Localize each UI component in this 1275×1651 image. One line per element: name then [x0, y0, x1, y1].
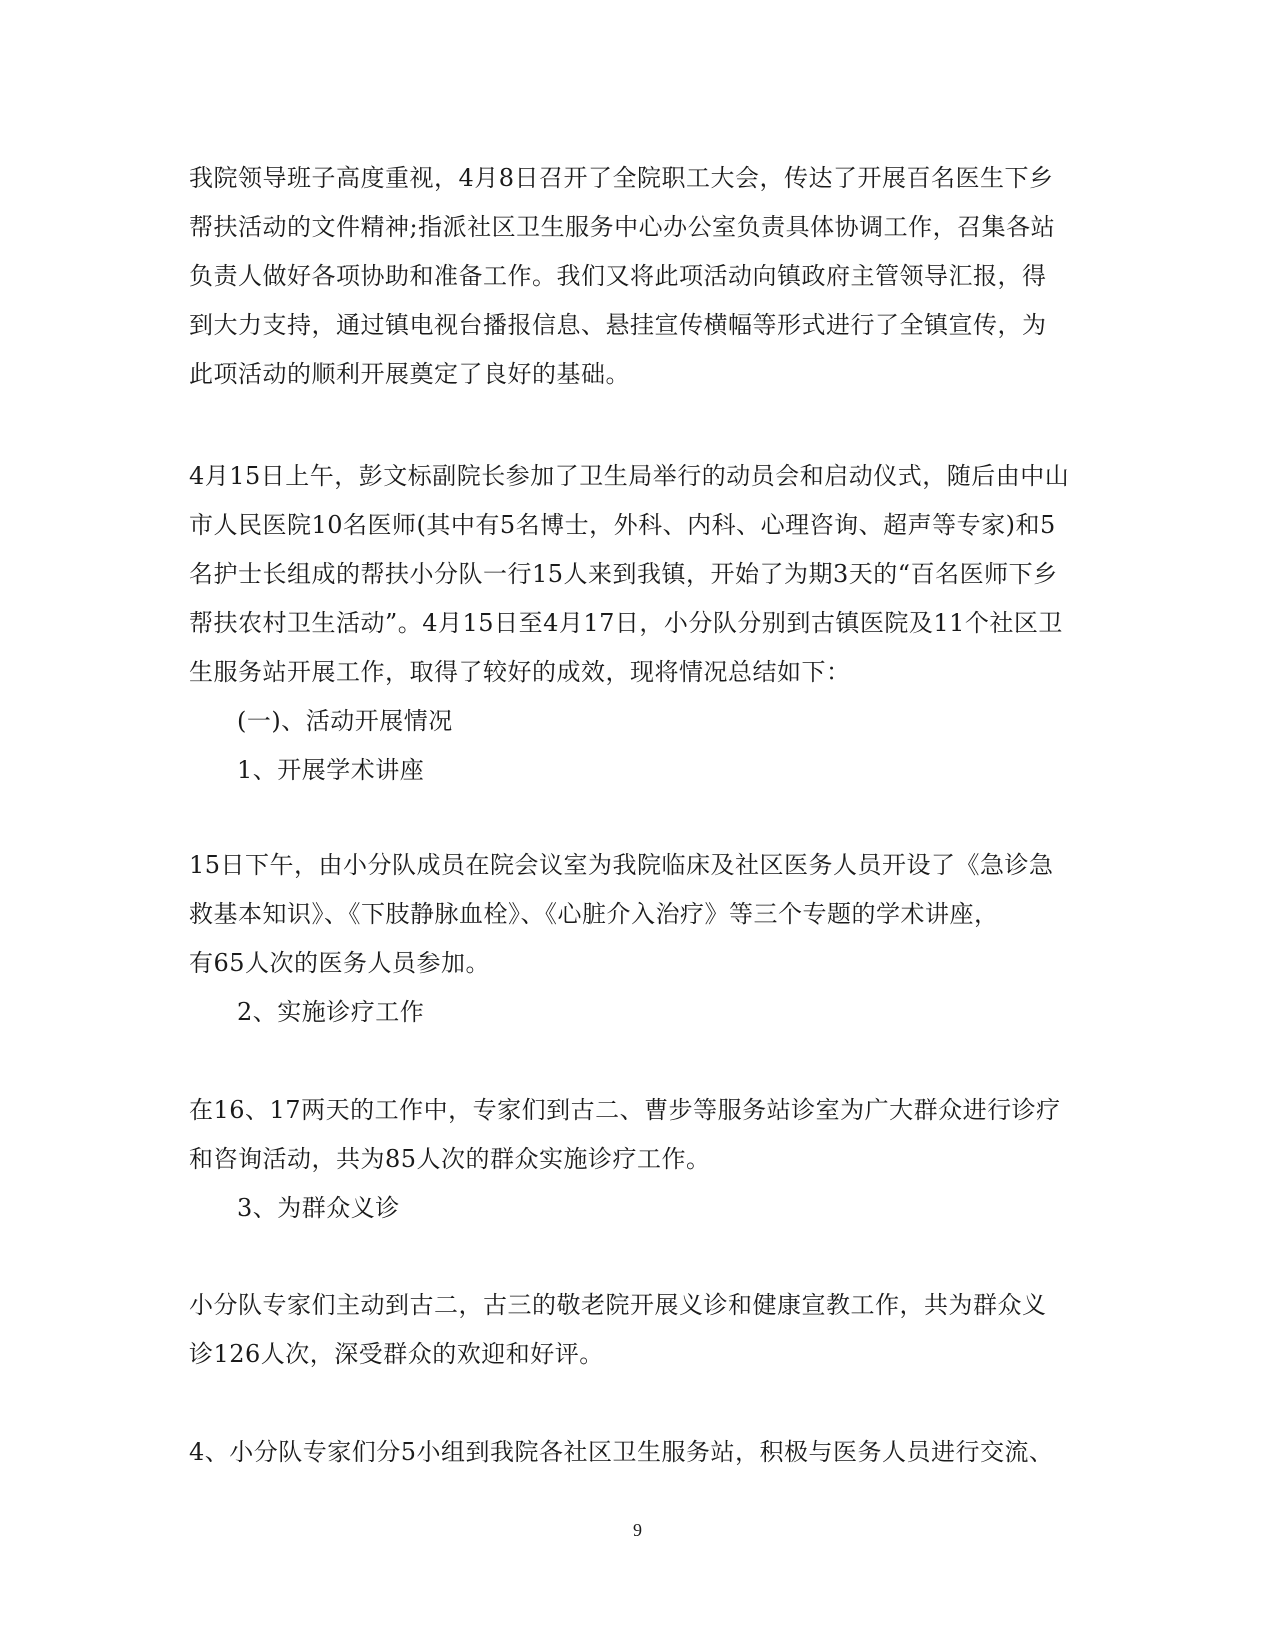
text-line: 4月15日上午，彭文标副院长参加了卫生局举行的动员会和启动仪式，随后由中山 [189, 462, 1070, 490]
paragraph-free-clinic [189, 1281, 1069, 1379]
page-number: 9 [633, 1520, 642, 1540]
text-line: 生服务站开展工作，取得了较好的成效，现将情况总结如下： [189, 658, 851, 686]
paragraph-leadership-meeting [189, 154, 1069, 399]
subsection-heading: 2、实施诊疗工作 [237, 998, 425, 1026]
text-line: 市人民医院10名医师(其中有5名博士，外科、内科、心理咨询、超声等专家)和5 [189, 511, 1056, 539]
subsection-heading: 1、开展学术讲座 [237, 756, 425, 784]
text-line: 15日下午，由小分队成员在院会议室为我院临床及社区医务人员开设了《急诊急 [189, 851, 1054, 879]
text-line: 诊126人次，深受群众的欢迎和好评。 [189, 1340, 604, 1368]
text-line: 名护士长组成的帮扶小分队一行15人来到我镇，开始了为期3天的“百名医师下乡 [189, 560, 1058, 588]
text-line: 帮扶活动的文件精神;指派社区卫生服务中心办公室负责具体协调工作，召集各站 [189, 213, 1056, 241]
paragraph-lectures [189, 841, 1069, 1037]
paragraph-treatment [189, 1086, 1069, 1233]
text-line: 在16、17两天的工作中，专家们到古二、曹步等服务站诊室为广大群众进行诊疗 [189, 1096, 1061, 1124]
section-heading: (一)、活动开展情况 [237, 707, 453, 735]
paragraph-launch-event [189, 452, 1069, 795]
text-line: 帮扶农村卫生活动”。4月15日至4月17日，小分队分别到古镇医院及11个社区卫 [189, 609, 1063, 637]
text-line: 和咨询活动，共为85人次的群众实施诊疗工作。 [189, 1145, 711, 1173]
text-line: 小分队专家们主动到古二，古三的敬老院开展义诊和健康宣教工作，共为群众义 [189, 1291, 1047, 1319]
text-line: 我院领导班子高度重视，4月8日召开了全院职工大会，传达了开展百名医生下乡 [189, 164, 1054, 192]
text-line: 此项活动的顺利开展奠定了良好的基础。 [189, 360, 630, 388]
paragraph-exchange [189, 1428, 1069, 1477]
text-line: 到大力支持，通过镇电视台播报信息、悬挂宣传横幅等形式进行了全镇宣传，为 [189, 311, 1047, 339]
text-line: 有65人次的医务人员参加。 [189, 949, 491, 977]
subsection-heading: 3、为群众义诊 [237, 1194, 400, 1222]
text-line: 救基本知识》、《下肢静脉血栓》、《心脏介入治疗》等三个专题的学术讲座， [189, 900, 999, 928]
text-line: 4、小分队专家们分5小组到我院各社区卫生服务站，积极与医务人员进行交流、 [189, 1438, 1054, 1466]
text-line: 负责人做好各项协助和准备工作。我们又将此项活动向镇政府主管领导汇报，得 [189, 262, 1047, 290]
